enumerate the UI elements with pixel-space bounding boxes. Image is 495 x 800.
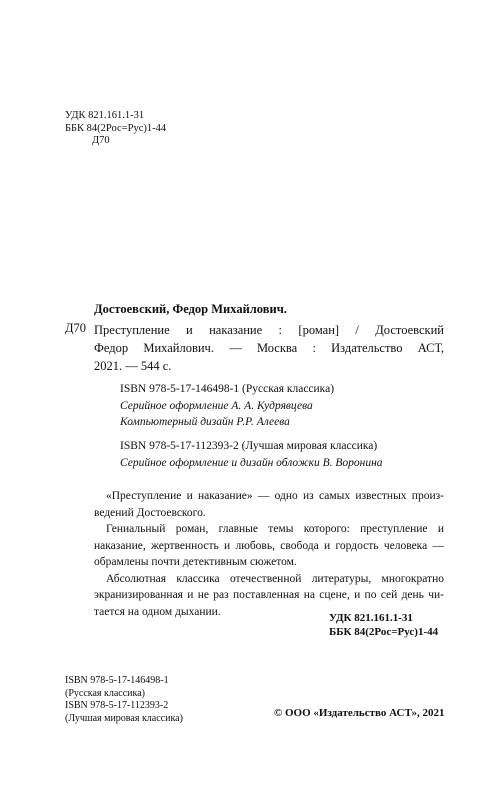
annotation-line: «Преступление и наказание» — одно из самых известных произ-	[106, 490, 444, 502]
isbn-line: ISBN 978-5-17-112393-2	[65, 700, 169, 712]
bbk-code: ББК 84(2Рос=Рус)1-44	[65, 122, 167, 134]
annotation	[94, 488, 444, 620]
bottom-classification-codes	[329, 611, 438, 639]
series-design-credit: Серийное оформление А. А. Кудрявцева	[120, 399, 313, 412]
author-heading: Достоевский, Федор Михайлович.	[94, 302, 287, 316]
description-line: Федор Михайлович. — Москва : Издательство АСТ,	[94, 341, 444, 355]
annotation-line: тается на одном дыхании.	[94, 605, 221, 618]
author-mark: Д70	[92, 135, 110, 146]
computer-design-credit: Компьютерный дизайн Р.Р. Алеева	[120, 416, 290, 428]
annotation-line: экранизированная и не раз поставленная на сцене, и по сей день чи-	[94, 589, 444, 601]
isbn-line: ISBN 978-5-17-112393-2 (Лучшая мировая классика)	[120, 440, 378, 452]
bottom-isbn-list	[65, 675, 183, 725]
annotation-line: Абсолютная классика отечественной литературы, многократно	[106, 572, 444, 585]
top-classification-codes	[65, 110, 166, 148]
description-line: 2021. — 544 с.	[94, 359, 172, 373]
annotation-line: наказание, жертвенность и любовь, свобода и гордость человека —	[94, 539, 444, 552]
isbn-group-russian-classics	[120, 381, 334, 431]
udk-code: УДК 821.161.1-31	[65, 110, 145, 121]
udk-code-bold: УДК 821.161.1-31	[329, 612, 413, 624]
isbn-group-world-classics	[120, 438, 383, 471]
annotation-line: ведений Достоевского.	[94, 506, 206, 519]
series-name: (Лучшая мировая классика)	[65, 712, 183, 724]
cover-design-credit: Серийное оформление и дизайн обложки В. Воронина	[120, 456, 383, 469]
bibliographic-description	[94, 321, 444, 375]
author-mark-left: Д70	[65, 321, 87, 335]
isbn-line: ISBN 978-5-17-146498-1 (Русская классика)	[120, 383, 335, 395]
annotation-line: Гениальный роман, главные темы которого: преступление и	[106, 523, 444, 535]
series-name: (Русская классика)	[65, 687, 146, 699]
description-line: Преступление и наказание : [роман] / Достоевский	[94, 323, 444, 337]
bbk-code-bold: ББК 84(2Рос=Рус)1-44	[329, 626, 439, 638]
copyright-notice: © ООО «Издательство АСТ», 2021	[274, 707, 445, 719]
annotation-line: обрамлены почти детективным сюжетом.	[94, 556, 297, 568]
isbn-line: ISBN 978-5-17-146498-1	[65, 675, 169, 686]
